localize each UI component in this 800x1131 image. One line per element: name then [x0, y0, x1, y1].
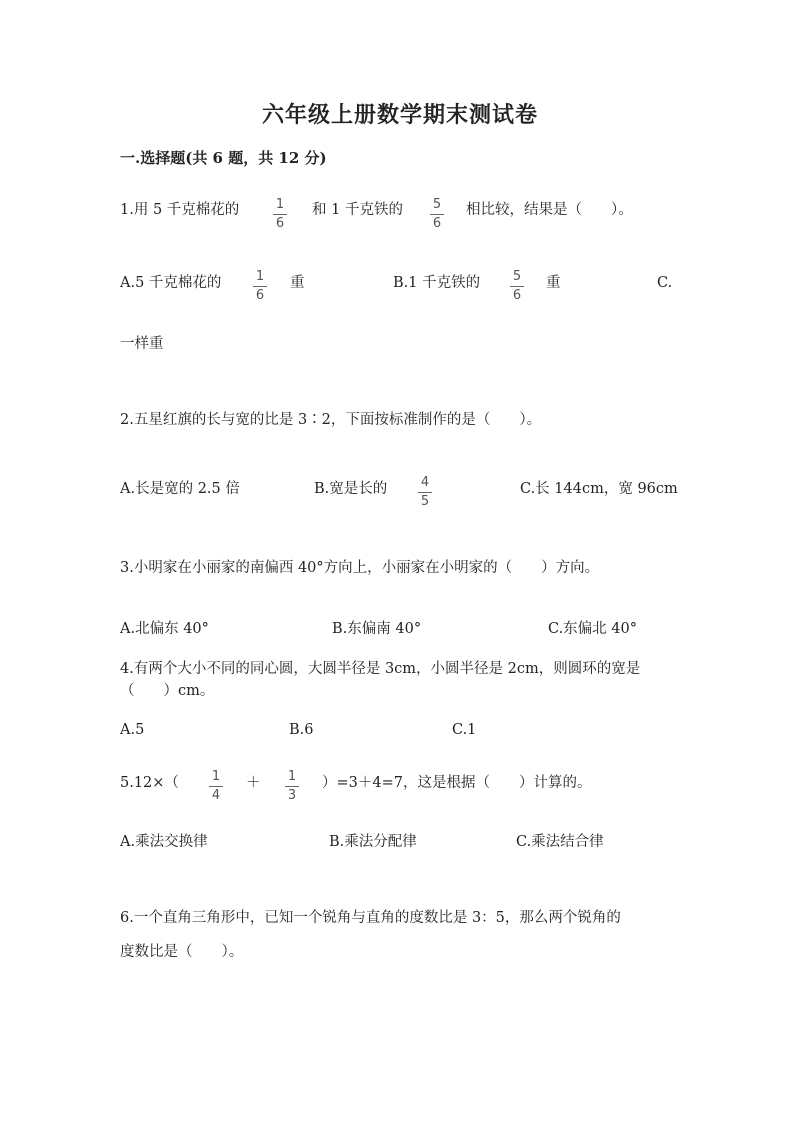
q2-text: 2.五星红旗的长与宽的比是 3∶2，下面按标准制作的是（ ）。 — [120, 412, 542, 428]
q1-fraction-1-denominator: 6 — [275, 216, 285, 231]
q1-option-b-suffix: 重 — [546, 275, 561, 291]
q4-option-c: C.1 — [452, 722, 477, 738]
fraction-bar — [209, 786, 223, 787]
q1-fraction-1 — [270, 197, 290, 232]
q5-fraction-2-denominator: 3 — [287, 788, 297, 803]
fraction-bar — [273, 214, 287, 215]
fraction-bar — [253, 286, 267, 287]
q5-text-part1: 5.12×（ — [120, 775, 179, 791]
q1-option-a-numerator: 1 — [255, 269, 265, 284]
q5-fraction-2-numerator: 1 — [287, 769, 297, 784]
q3-text: 3.小明家在小丽家的南偏西 40°方向上，小丽家在小明家的（ ）方向。 — [120, 560, 600, 576]
q1-option-a-suffix: 重 — [290, 275, 305, 291]
q2-option-b-prefix: B.宽是长的 — [314, 481, 388, 497]
q2-option-a: A.长是宽的 2.5 倍 — [120, 481, 240, 497]
fraction-bar — [418, 492, 432, 493]
q5-option-a: A.乘法交换律 — [120, 834, 208, 850]
q1-text-part1: 1.用 5 千克棉花的 — [120, 202, 240, 218]
fraction-bar — [285, 786, 299, 787]
q5-text-part2: ）=3＋4=7，这是根据（ ）计算的。 — [322, 775, 592, 791]
q6-text-line2: 度数比是（ ）。 — [120, 944, 244, 960]
q5-fraction-1 — [206, 769, 226, 804]
q1-option-b-denominator: 6 — [512, 288, 522, 303]
q2-option-c: C.长 144cm，宽 96cm — [520, 481, 678, 497]
q4-text-line1: 4.有两个大小不同的同心圆，大圆半径是 3cm，小圆半径是 2cm，则圆环的宽是 — [120, 661, 641, 677]
q5-option-b: B.乘法分配律 — [329, 834, 417, 850]
q1-fraction-2-numerator: 5 — [432, 197, 442, 212]
section-heading: 一.选择题(共 6 题，共 12 分) — [120, 149, 327, 167]
q2-option-b-denominator: 5 — [420, 494, 430, 509]
q5-fraction-1-denominator: 4 — [211, 788, 221, 803]
q1-option-a-fraction — [250, 269, 270, 304]
q1-option-c-text: 一样重 — [120, 336, 164, 352]
q5-fraction-2 — [282, 769, 302, 804]
q1-fraction-2-denominator: 6 — [432, 216, 442, 231]
q1-text-part2: 和 1 千克铁的 — [312, 202, 403, 218]
q3-option-a: A.北偏东 40° — [120, 621, 209, 637]
q1-option-b-numerator: 5 — [512, 269, 522, 284]
q1-option-b-prefix: B.1 千克铁的 — [393, 275, 481, 291]
q1-option-a-denominator: 6 — [255, 288, 265, 303]
fraction-bar — [430, 214, 444, 215]
q5-fraction-1-numerator: 1 — [211, 769, 221, 784]
q4-text-line2: （ ）cm。 — [120, 683, 215, 699]
q1-text-part3: 相比较，结果是（ ）。 — [466, 202, 633, 218]
q2-option-b-numerator: 4 — [420, 475, 430, 490]
q4-option-a: A.5 — [120, 722, 145, 738]
q6-text-line1: 6.一个直角三角形中，已知一个锐角与直角的度数比是 3：5，那么两个锐角的 — [120, 910, 621, 926]
q1-option-c-prefix: C. — [657, 275, 673, 291]
q1-fraction-1-numerator: 1 — [275, 197, 285, 212]
page-title: 六年级上册数学期末测试卷 — [261, 102, 538, 128]
q5-option-c: C.乘法结合律 — [516, 834, 604, 850]
fraction-bar — [510, 286, 524, 287]
q1-option-b-fraction — [507, 269, 527, 304]
q3-option-c: C.东偏北 40° — [548, 621, 637, 637]
q5-plus-sign: ＋ — [246, 775, 261, 791]
q4-option-b: B.6 — [289, 722, 314, 738]
q3-option-b: B.东偏南 40° — [332, 621, 422, 637]
q1-fraction-2 — [427, 197, 447, 232]
q1-option-a-prefix: A.5 千克棉花的 — [120, 275, 222, 291]
q2-option-b-fraction — [415, 475, 435, 510]
